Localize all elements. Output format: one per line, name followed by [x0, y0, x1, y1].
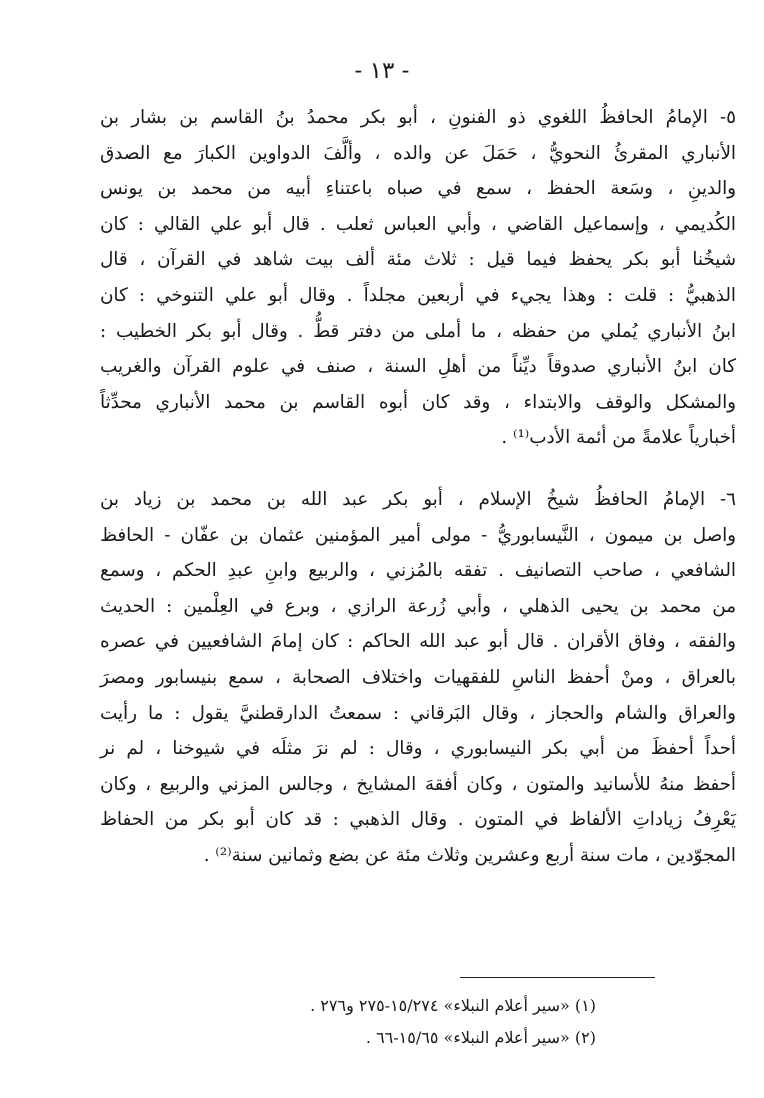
- text-line: الشافعي ، صاحب التصانيف . تفقه بالمُزني ، والربيع وابنِ عبدِ الحكم ، وسمع: [100, 560, 736, 582]
- entry-paragraph-6: [100, 482, 736, 874]
- text-line: الذهبيُّ : قلت : وهذا يجيء في أربعين مجلداً . وقال أبو علي التنوخي : كان: [100, 284, 736, 306]
- text-line: بالعراق ، ومنْ أحفظ الناسِ للفقهيات واختلاف الصحابة ، سمع بنيسابور ومصرَ: [100, 666, 736, 688]
- text-line: أخبارياً علامةً من أئمة الأدب⁽¹⁾ .: [501, 427, 736, 449]
- footnote-1: (١) «سير أعلام النبلاء» ١٥/٢٧٤-٢٧٥ و٢٧٦ .: [310, 996, 596, 1015]
- text-line: والعراق والشام والحجاز ، وقال البَرقاني : سمعتُ الدارقطنيَّ يقول : ما رأيت: [100, 702, 736, 724]
- text-line: واصل بن ميمون ، النَّيسابوريُّ - مولى أمير المؤمنين عثمان بن عفّان - الحافظ: [100, 524, 736, 546]
- text-line: الكُديمي ، وإسماعيل القاضي ، وأبي العباس ثعلب . قال أبو علي القالي : كان: [100, 213, 736, 235]
- text-line: ٦- الإمامُ الحافظُ شيخُ الإسلام ، أبو بكر عبد الله بن محمد بن زياد بن: [100, 488, 736, 510]
- text-line: يَعْرِفُ زياداتِ الألفاظ في المتون . وقال الذهبي : قد كان أبو بكر من الحفاظ: [100, 809, 736, 831]
- text-line: أحفظ منهُ للأسانيد والمتون ، وكان أفقهَ المشايخ ، وجالس المزني والربيع ، وكان: [100, 773, 736, 795]
- text-line: من محمد بن يحيى الذهلي ، وأبي زُرعة الرازي ، وبرع في العِلْمين : الحديث: [100, 595, 736, 617]
- text-line: ٥- الإمامُ الحافظُ اللغوي ذو الفنونِ ، أبو بكر محمدُ بنُ القاسم بن بشار بن: [100, 107, 736, 128]
- text-line: كان ابنُ الأنباري صدوقاً ديِّناً من أهلِ السنة ، صنف في علوم القرآن والغريب: [100, 356, 736, 378]
- text-line: والمشكل والوقف والابتداء ، وقد كان أبوه القاسم بن محمد الأنباري محدِّثاً: [100, 391, 736, 413]
- text-line: ابنُ الأنباري يُملي من حفظه ، ما أملى من دفتر قطُّ . وقال أبو بكر الخطيب :: [100, 320, 736, 342]
- page-number: - ١٣ -: [354, 58, 410, 84]
- paragraph-spacer: [100, 456, 736, 482]
- footnote-2: (٢) «سير أعلام النبلاء» ١٥/٦٥-٦٦ .: [365, 1028, 596, 1047]
- text-line: والدينِ ، وسَعة الحفظ ، سمع في صباه باعتناءِ أبيه من محمد بن يونس: [100, 178, 736, 200]
- text-line: شيخُنا أبو بكر يحفظ فيما قيل : ثلاث مئة ألف بيت شاهد في القرآن ، قال: [100, 249, 736, 271]
- footnote-divider: [460, 977, 655, 978]
- footnotes: [100, 990, 736, 1054]
- text-line: الأنباري المقرئُ النحويُّ ، حَمَلَ عن والده ، وألَّفَ الدواوين الكبارَ مع الصدق: [100, 142, 736, 164]
- text-line: أحداً أحفظَ من أبي بكر النيسابوري ، وقال : لم نرَ مثلَه في شيوخنا ، لم نر: [100, 738, 736, 760]
- text-line: المجوّدين ، مات سنة أربع وعشرين وثلاث مئة عن بضع وثمانين سنة⁽²⁾ .: [203, 844, 736, 866]
- main-text: [100, 100, 736, 873]
- entry-paragraph-5: [100, 100, 736, 456]
- text-line: والفقه ، وفاق الأقران . قال أبو عبد الله الحاكم : كان إمامَ الشافعيين في عصره: [100, 631, 736, 653]
